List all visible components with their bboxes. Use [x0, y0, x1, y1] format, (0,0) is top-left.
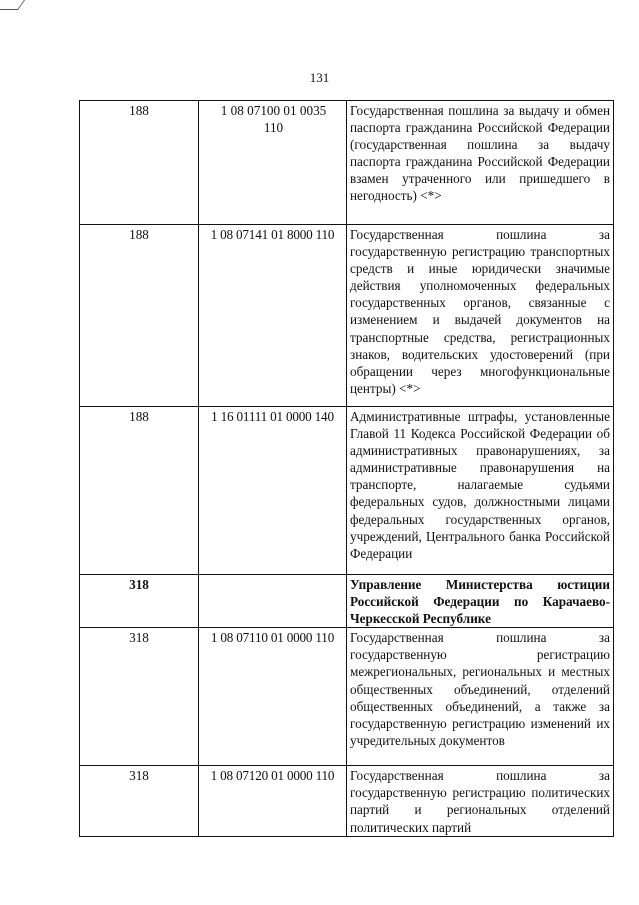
kbk-code-cell: 1 08 07120 01 0000 110: [199, 766, 347, 836]
page-corner-mark: [0, 0, 25, 10]
admin-code-cell: 188: [80, 407, 199, 575]
admin-code-cell: 318: [80, 628, 199, 766]
page-number: 131: [309, 70, 330, 85]
table-row: [80, 225, 614, 407]
description-cell: Государственная пошлина за выдачу и обмен паспорта гражданина Российской Федерации (государственная пошлина за выдачу паспорта гражданина Российской Федерации взамен утраченного или пришедшего в негодность) <*>: [347, 101, 614, 225]
admin-code-cell: 188: [80, 225, 199, 407]
kbk-code-cell: 1 08 07110 01 0000 110: [199, 628, 347, 766]
description-cell: Государственная пошлина за государственную регистрацию политических партий и региональных отделений политических партий: [347, 766, 614, 836]
kbk-code-cell: 1 08 07100 01 0035 110: [199, 101, 347, 225]
admin-code-cell: 318: [80, 575, 199, 628]
admin-code-cell: 318: [80, 766, 199, 836]
description-cell: Административные штрафы, установленные Главой 11 Кодекса Российской Федерации об административных правонарушениях, за административные правонарушения на транспорте, налагаемые судьями федеральных судов, должностными лицами федеральных государственных органов, учреждений, Центрального банка Российской Федерации: [347, 407, 614, 575]
kbk-code-cell: 1 08 07141 01 8000 110: [199, 225, 347, 407]
table-row: [80, 575, 614, 628]
table-row: [80, 628, 614, 766]
kbk-code-cell: [199, 575, 347, 628]
table-row: [80, 407, 614, 575]
description-cell: Государственная пошлина за государственную регистрацию транспортных средств и иные юридически значимые действия уполномоченных федеральных государственных органов, связанные с изменением и выдачей документов на транспортные средства, регистрационных знаков, водительских удостоверений (при обращении через многофункциональные центры) <*>: [347, 225, 614, 407]
description-cell: Управление Министерства юстиции Российской Федерации по Карачаево-Черкесской Республике: [347, 575, 614, 628]
table-row: [80, 766, 614, 836]
kbk-code-cell: 1 16 01111 01 0000 140: [199, 407, 347, 575]
admin-code-cell: 188: [80, 101, 199, 225]
description-cell: Государственная пошлина за государственную регистрацию межрегиональных, региональных и местных общественных объединений, отделений общественных объединений, а также за государственную регистрацию изменений их учредительных документов: [347, 628, 614, 766]
revenue-codes-table: [79, 100, 614, 837]
table-row: [80, 101, 614, 225]
